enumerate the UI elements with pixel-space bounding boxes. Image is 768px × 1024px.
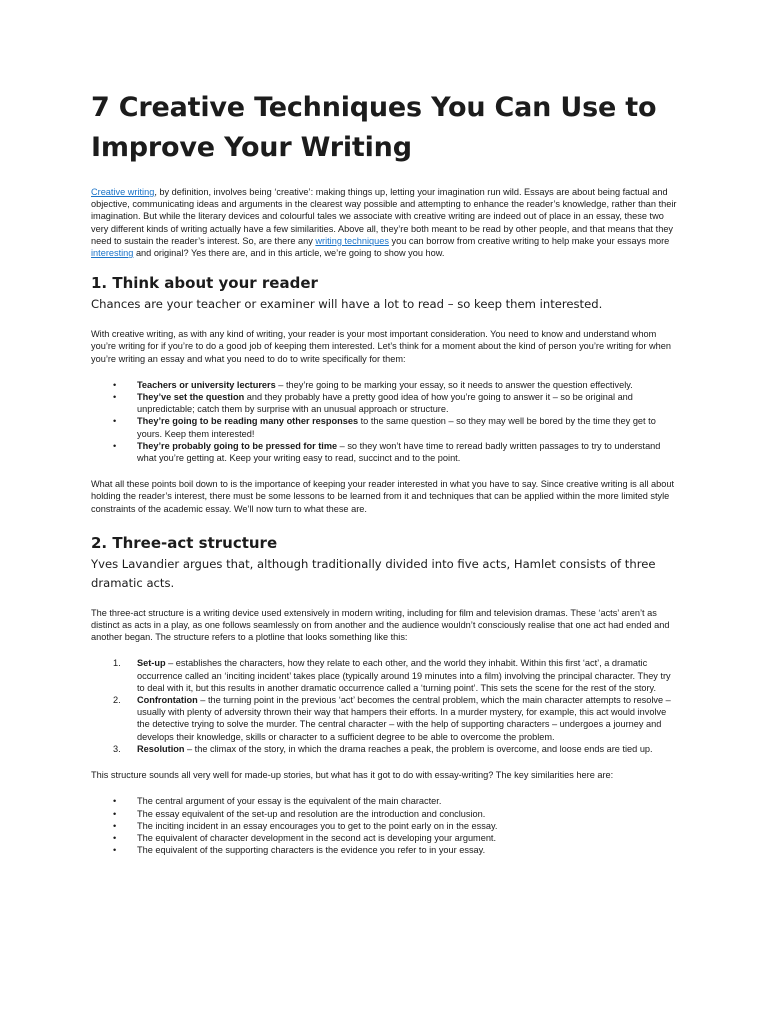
list-item: 1. Set-up – establishes the characters, how they relate to each other, and the world they inhabit. Within this first ‘act’, a dramatic occurrence called an ‘inciting incident’ takes place (typically around 19 minutes into a film) involving the principal character. They try to deal with it, but this results in another dramatic occurrence called a ‘turning point’. This sets the scene for the rest of the story. — [113, 658, 671, 693]
list-item: • Teachers or university lecturers – they’re going to be marking your essay, so it needs to answer the question effectively. — [113, 379, 633, 390]
section-1-paragraph-1: With creative writing, as with any kind of writing, your reader is your most important consideration. You need to know and understand whom you’re writing for if you’re to do a good job of keeping them interested. Let’s think for a moment about the kind of person you’re writing for when you’re writing an essay and what you need to do to write specifically for them: — [91, 329, 671, 364]
list-item: • The central argument of your essay is the equivalent of the main character. — [113, 796, 442, 807]
list-item: 3. Resolution – the climax of the story, in which the drama reaches a peak, the problem is overcome, and loose ends are tied up. — [113, 743, 653, 754]
similarities-bullet-list — [91, 795, 680, 856]
section-2-subheading: Yves Lavandier argues that, although traditionally divided into five acts, Hamlet consists of three dramatic acts. — [91, 556, 656, 590]
section-1-paragraph-2: What all these points boil down to is the importance of keeping your reader interested in what you have to say. Since creative writing is all about holding the reader’s interest, there must be some lessons to be learned from it and techniques that can be applied within the more limited style constraints of the academic essay. We’ll now turn to what these are. — [91, 479, 675, 514]
list-item: • They’re probably going to be pressed for time – so they won’t have time to reread badly written passages to try to understand what you’re getting at. Keep your writing easy to read, succinct and to the point. — [113, 440, 661, 464]
section-1-heading: 1. Think about your reader — [91, 274, 318, 293]
section-2-paragraph-2: This structure sounds all very well for made-up stories, but what has it got to do with essay-writing? The key similarities here are: — [91, 770, 614, 781]
list-item: • They’ve set the question and they probably have a pretty good idea of how you’re going to answer it – so be original and unpredictable; catch them by surprise with an unusual approach or structure. — [113, 392, 633, 415]
document-page — [91, 88, 680, 870]
list-item: • The essay equivalent of the set-up and resolution are the introduction and conclusion. — [113, 808, 486, 819]
section-2-heading: 2. Three-act structure — [91, 533, 278, 552]
list-item: • The inciting incident in an essay encourages you to get to the point early on in the essay. — [113, 820, 498, 831]
interesting-link[interactable]: interesting — [91, 248, 134, 259]
creative-writing-link[interactable]: Creative writing — [91, 187, 155, 197]
list-item: • The equivalent of character development in the second act is developing your argument. — [113, 832, 497, 843]
three-act-numbered-list — [91, 657, 680, 755]
list-item: • They’re going to be reading many other responses to the same question – so they may well be bored by the time they get to yours. Keep them interested! — [113, 416, 656, 439]
reader-bullet-list — [91, 379, 680, 464]
list-item: 2. Confrontation – the turning point in the previous ‘act’ becomes the central problem, which the main character attempts to resolve – usually with plenty of adversity thrown their way that hampers their efforts. In a murder mystery, for example, this act would involve the detective trying to solve the murder. The central character – with the help of supporting characters – undergoes a journey and develops their knowledge, skills or character to a sufficient degree to be able to overcome the problem. — [113, 695, 671, 742]
writing-techniques-link[interactable]: writing techniques — [315, 235, 389, 246]
list-item: • The equivalent of the supporting characters is the evidence you refer to in your essay. — [113, 845, 486, 856]
section-1-subheading: Chances are your teacher or examiner will have a lot to read – so keep them interested. — [91, 297, 603, 312]
article-title: 7 Creative Techniques You Can Use to Improve Your Writing — [91, 92, 657, 163]
intro-paragraph: Creative writing, by definition, involves being ‘creative’: making things up, letting your imagination run wild. Essays are about being factual and objective, communicating ideas and arguments in the clearest way possible and attempting to enhance the reader’s knowledge, rather than their imagination. But while the literary devices and colourful tales we associate with creative writing are indeed out of place in an essay, these two very different kinds of writing actually have a few similarities. Above all, they’re both meant to be read by other people, and that means that they need to sustain the reader’s interest. So, are there any writing techniques you can borrow from creative writing to help make your essays more interesting and original? Yes there are, and in this article, we’re going to show you how. — [91, 187, 677, 259]
section-2-paragraph-1: The three-act structure is a writing device used extensively in modern writing, including for film and television dramas. These ‘acts’ aren’t as distinct as acts in a play, as one follows seamlessly on from another and the audience wouldn’t consciously realise that one act had ended and another began. The structure refers to a plotline that looks something like this: — [91, 607, 670, 643]
